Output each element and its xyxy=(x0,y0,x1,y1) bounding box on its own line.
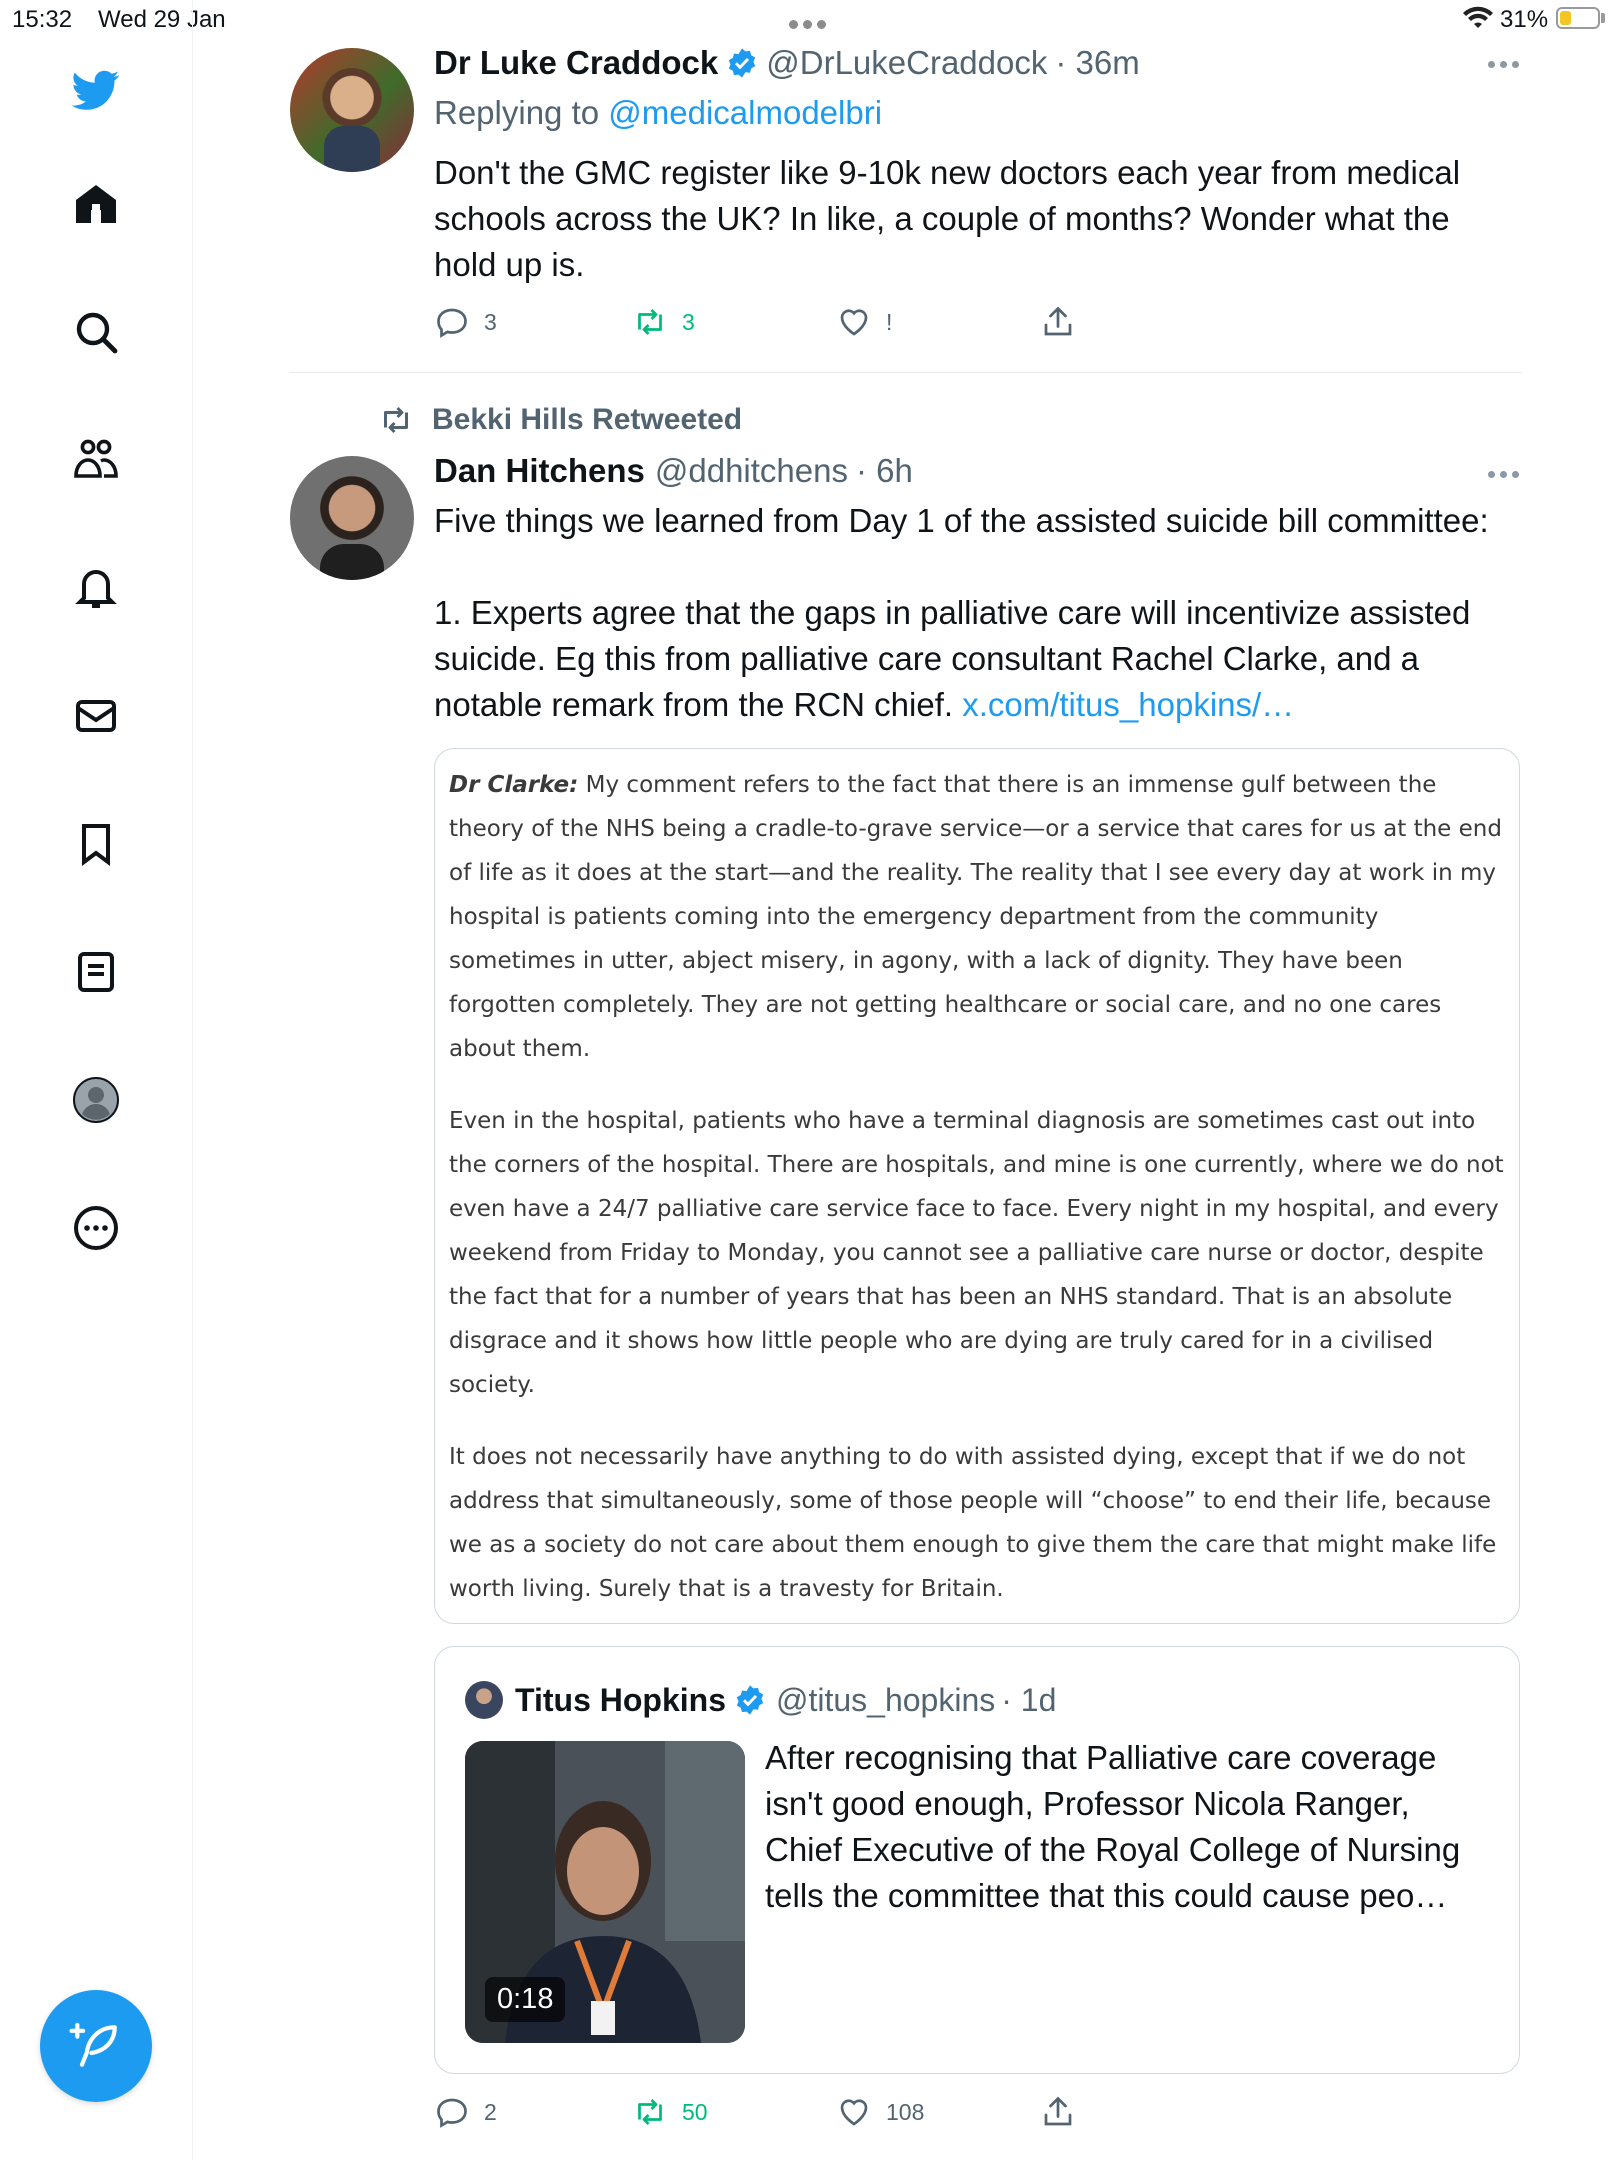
battery-fill xyxy=(1560,11,1571,25)
tweet1-reply-count: 3 xyxy=(484,308,497,335)
tweet1-like-button[interactable] xyxy=(836,304,892,340)
reply-icon xyxy=(434,2094,470,2130)
reply-icon xyxy=(434,304,470,340)
image-paragraph-2: Even in the hospital, patients who have a terminal diagnosis are sometimes cast out into the corners of the hospital. There are hospitals, and mine is one currently, where we do not even have a 24/7 palliative care service face to face. Every night in my hospital, and every weekend from Friday to Monday, you cannot see a palliative care nurse or doctor, despite the fact that for a number of years that has been an NHS standard. That is an absolute disgrace and it shows how little people who are dying are truly cared for in a civilised society. xyxy=(449,1108,1504,1398)
replying-to-handle-link[interactable]: @medicalmodelbri xyxy=(608,94,883,131)
tweet1-more-icon[interactable] xyxy=(1488,54,1528,74)
tweet2-text-body: 1. Experts agree that the gaps in palliative care will incentivize assisted suicide. Eg this from palliative care consultant Rachel Clarke, and a notable remark from the RCN chief. xyxy=(434,594,1471,723)
quoted-author-handle: @titus_hopkins xyxy=(775,1681,996,1718)
tweet2-retweet-button[interactable] xyxy=(632,2094,708,2130)
compose-feather-icon xyxy=(68,2018,124,2074)
battery-icon xyxy=(1556,7,1600,29)
replying-to-prefix: Replying to xyxy=(434,94,609,131)
video-duration: 0:18 xyxy=(485,1977,565,2022)
messages-envelope-icon[interactable] xyxy=(60,680,132,752)
heart-icon xyxy=(836,2094,872,2130)
tweet2-author-name[interactable]: Dan Hitchens xyxy=(434,452,645,489)
verified-badge-icon xyxy=(726,47,758,79)
compose-button[interactable] xyxy=(40,1990,152,2102)
tweet1-text: Don't the GMC register like 9-10k new doctors each year from medical schools across the UK? In like, a couple of months? Wonder what the hold up is. xyxy=(434,154,1461,283)
notifications-bell-icon[interactable] xyxy=(60,552,132,624)
tweet1-author-handle[interactable]: @DrLukeCraddock xyxy=(766,44,1048,81)
tweet2-link[interactable]: x.com/titus_hopkins/… xyxy=(962,686,1295,723)
image-paragraph-1 xyxy=(449,763,1505,1071)
image-paragraph-1-text: My comment refers to the fact that there is an immense gulf between the theory of the NHS being a cradle-to-grave service—or a service that cares for us at the end of life as it does at the start—and the reality. The reality that I see every day at work in my hospital is patients coming into the emergency department from the community sometimes in utter, abject misery, in agony, with a lack of dignity. They have been forgotten completely. They are not getting healthcare or social care, and no one cares about them. xyxy=(449,772,1502,1062)
image-speaker-label: Dr Clarke: xyxy=(449,772,579,798)
battery-percent: 31% xyxy=(1500,6,1549,33)
tweet1-retweet-count: 3 xyxy=(682,308,695,335)
tweet2-share-button[interactable] xyxy=(1040,2094,1076,2130)
bookmark-icon[interactable] xyxy=(60,808,132,880)
share-icon xyxy=(1040,2094,1076,2130)
multitasking-dots-icon[interactable] xyxy=(789,8,833,22)
tweet2-reply-count: 2 xyxy=(484,2098,497,2125)
tweet2-text-line1: Five things we learned from Day 1 of the assisted suicide bill committee: xyxy=(434,502,1489,539)
tweet2-attached-image[interactable] xyxy=(434,748,1520,1624)
search-icon[interactable] xyxy=(60,296,132,368)
tweet2-more-icon[interactable] xyxy=(1488,464,1528,484)
tweet2-retweet-count: 50 xyxy=(682,2098,708,2125)
tweet1-like-count: ! xyxy=(886,308,893,335)
twitter-logo-icon[interactable] xyxy=(60,54,132,126)
tweet1-author-name[interactable]: Dr Luke Craddock xyxy=(434,44,719,81)
tweet1-replying-to xyxy=(434,94,882,132)
tweet-divider xyxy=(290,372,1522,373)
retweeted-by-line[interactable] xyxy=(378,402,742,438)
quoted-tweet-text: After recognising that Palliative care coverage isn't good enough, Professor Nicola Ranger, Chief Executive of the Royal College of Nursing tells the committee that this could cause peo… xyxy=(765,1739,1461,1914)
quoted-tweet-card[interactable] xyxy=(434,1646,1520,2074)
tweet2-author-handle[interactable]: @ddhitchens xyxy=(654,452,848,489)
profile-avatar-icon[interactable] xyxy=(60,1064,132,1136)
tweet2-timestamp[interactable]: · 6h xyxy=(856,452,913,489)
share-icon xyxy=(1040,304,1076,340)
battery-tip xyxy=(1601,13,1605,23)
tweet1-share-button[interactable] xyxy=(1040,304,1076,340)
tweet2-text-para2 xyxy=(434,590,1520,728)
heart-icon xyxy=(836,304,872,340)
titus-hopkins-avatar xyxy=(465,1681,503,1719)
more-circle-icon[interactable] xyxy=(60,1192,132,1264)
retweet-small-icon xyxy=(378,402,414,438)
tweet2-header xyxy=(434,452,913,490)
tweet2-like-count: 108 xyxy=(886,2098,925,2125)
status-time: 15:32 xyxy=(12,6,73,33)
tweet1-header xyxy=(434,44,1140,82)
retweeted-by-text: Bekki Hills Retweeted xyxy=(432,403,743,436)
tweet1-reply-button[interactable] xyxy=(434,304,497,340)
tweet1-timestamp[interactable]: · 36m xyxy=(1055,44,1140,81)
quoted-timestamp: · 1d xyxy=(1001,1681,1057,1718)
luke-craddock-avatar[interactable] xyxy=(290,48,414,172)
wifi-icon xyxy=(1462,6,1494,32)
retweet-icon xyxy=(632,2094,668,2130)
sidebar xyxy=(0,0,193,2160)
home-icon[interactable] xyxy=(60,168,132,240)
image-paragraph-3: It does not necessarily have anything to do with assisted dying, except that if we do not address that simultaneously, some of those people will “choose” to end their life, because we as a society do not care about them enough to give them the care that might make life worth living. Surely that is a travesty for Britain. xyxy=(449,1444,1497,1602)
status-bar xyxy=(0,0,1620,40)
status-date: Wed 29 Jan xyxy=(98,6,226,33)
quoted-author-name: Titus Hopkins xyxy=(515,1681,726,1718)
tweet2-like-button[interactable] xyxy=(836,2094,924,2130)
verified-badge-icon xyxy=(734,1684,766,1716)
quoted-tweet-header xyxy=(465,1681,1056,1719)
communities-icon[interactable] xyxy=(60,424,132,496)
dan-hitchens-avatar[interactable] xyxy=(290,456,414,580)
tweet2-reply-button[interactable] xyxy=(434,2094,497,2130)
retweet-icon xyxy=(632,304,668,340)
tweet2-text xyxy=(434,498,1520,728)
quoted-video-thumbnail[interactable] xyxy=(465,1741,745,2043)
lists-icon[interactable] xyxy=(60,936,132,1008)
tweet1-retweet-button[interactable] xyxy=(632,304,695,340)
